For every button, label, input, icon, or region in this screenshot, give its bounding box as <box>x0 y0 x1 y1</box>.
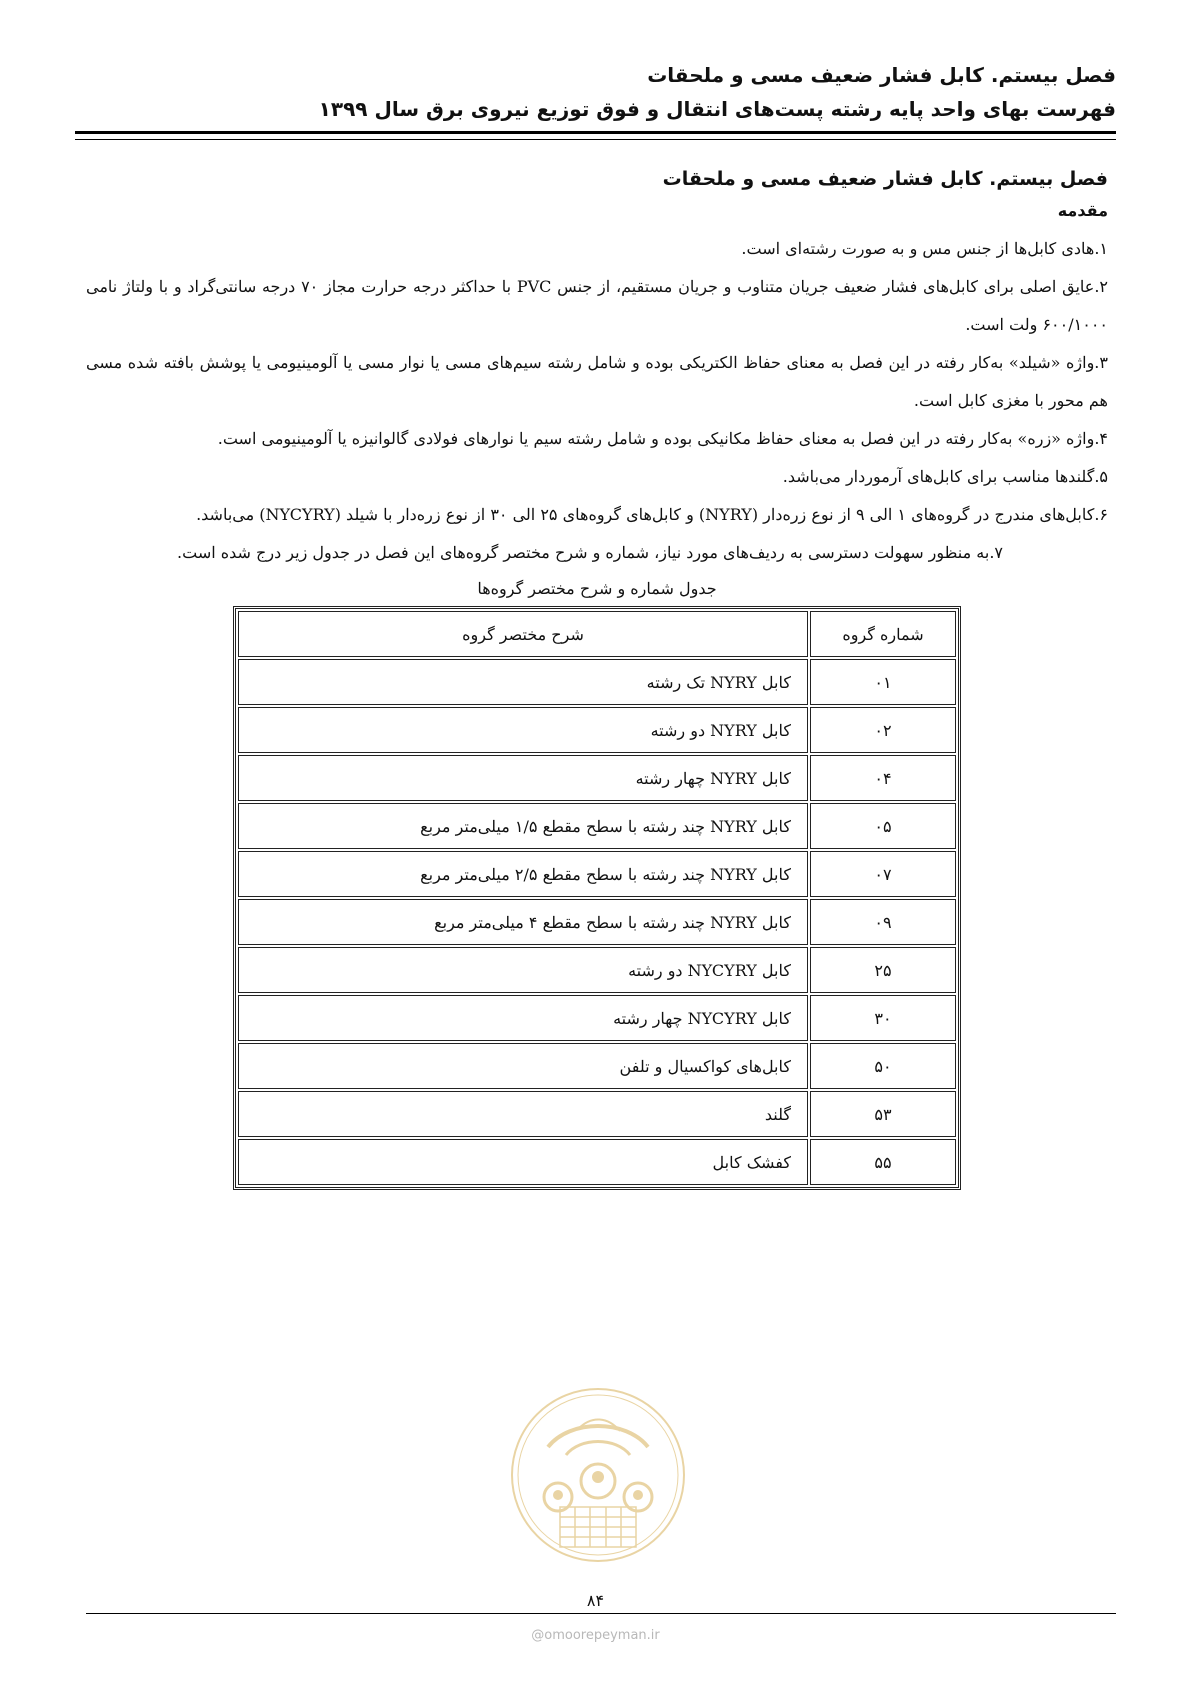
group-number-cell: ۰۱ <box>810 659 956 705</box>
table-row <box>238 995 956 1041</box>
table-caption: جدول شماره و شرح مختصر گروه‌ها <box>477 579 717 598</box>
watermark-seal-icon <box>508 1385 688 1565</box>
groups-table <box>233 606 961 1190</box>
paragraph-6: ۶.کابل‌های مندرج در گروه‌های ۱ الی ۹ از نوع زره‌دار (NYRY) و کابل‌های گروه‌های ۲۵ الی ۳۰ از نوع زره‌دار با شیلد (NYCYRY) می‌باشد. <box>196 505 1108 524</box>
group-description-cell: کابل NYCYRY دو رشته <box>238 947 808 993</box>
column-header-description: شرح مختصر گروه <box>238 611 808 657</box>
group-number-cell: ۵۰ <box>810 1043 956 1089</box>
table-header-row <box>238 611 956 657</box>
page-content <box>86 162 1108 1190</box>
paragraph-5: ۵.گلندها مناسب برای کابل‌های آرموردار می‌باشد. <box>782 467 1108 486</box>
table-row <box>238 659 956 705</box>
column-header-group-number: شماره گروه <box>810 611 956 657</box>
paragraph-7: ۷.به منظور سهولت دسترسی به ردیف‌های مورد نیاز، شماره و شرح مختصر گروه‌های این فصل در جدول زیر درج شده است. <box>177 543 1003 562</box>
table-row <box>238 899 956 945</box>
group-description-cell: گلند <box>238 1091 808 1137</box>
group-number-cell: ۰۵ <box>810 803 956 849</box>
header-double-rule <box>75 131 1116 140</box>
group-description-cell: کابل‌های کواکسیال و تلفن <box>238 1043 808 1089</box>
intro-heading: مقدمه <box>1057 201 1108 220</box>
table-row <box>238 755 956 801</box>
table-row <box>238 1043 956 1089</box>
group-description-cell: کابل NYRY چند رشته با سطح مقطع ۲/۵ میلی‌متر مربع <box>238 851 808 897</box>
group-description-cell: کابل NYCYRY چهار رشته <box>238 995 808 1041</box>
table-row <box>238 707 956 753</box>
page-number-text: ۸۴ <box>581 1591 610 1610</box>
table-row <box>238 1091 956 1137</box>
page-header <box>75 58 1116 126</box>
group-number-cell: ۲۵ <box>810 947 956 993</box>
group-number-cell: ۳۰ <box>810 995 956 1041</box>
group-description-cell: کابل NYRY چند رشته با سطح مقطع ۱/۵ میلی‌متر مربع <box>238 803 808 849</box>
paragraph-2: ۲.عایق اصلی برای کابل‌های فشار ضعیف جریان متناوب و جریان مستقیم، از جنس PVC با حداکثر درجه حرارت مجاز ۷۰ درجه سانتی‌گراد و با ولتاژ نامی ۶۰۰/۱۰۰۰ ولت است. <box>86 277 1109 334</box>
table-row <box>238 851 956 897</box>
page-number <box>0 1590 1191 1612</box>
header-document-title: فهرست بهای واحد پایه رشته پست‌های انتقال و فوق توزیع نیروی برق سال ۱۳۹۹ <box>318 97 1116 121</box>
group-description-cell: کابل NYRY چهار رشته <box>238 755 808 801</box>
group-number-cell: ۵۳ <box>810 1091 956 1137</box>
table-row <box>238 947 956 993</box>
footer-rule <box>86 1613 1116 1614</box>
group-description-cell: کابل NYRY دو رشته <box>238 707 808 753</box>
group-description-cell: کفشک کابل <box>238 1139 808 1185</box>
section-title: فصل بیستم. کابل فشار ضعیف مسی و ملحقات <box>662 168 1108 190</box>
group-number-cell: ۵۵ <box>810 1139 956 1185</box>
paragraph-4: ۴.واژه «زره» به‌کار رفته در این فصل به معنای حفاظ مکانیکی بوده و شامل رشته سیم یا نوارهای فولادی گالوانیزه یا آلومینیومی است. <box>217 429 1108 448</box>
table-row <box>238 1139 956 1185</box>
group-number-cell: ۰۴ <box>810 755 956 801</box>
table-row <box>238 803 956 849</box>
group-number-cell: ۰۲ <box>810 707 956 753</box>
paragraph-1: ۱.هادی کابل‌ها از جنس مس و به صورت رشته‌ای است. <box>741 239 1108 258</box>
header-chapter-title: فصل بیستم. کابل فشار ضعیف مسی و ملحقات <box>647 63 1116 87</box>
group-description-cell: کابل NYRY تک رشته <box>238 659 808 705</box>
site-credit: @omoorepeyman.ir <box>531 1628 660 1643</box>
group-number-cell: ۰۷ <box>810 851 956 897</box>
group-number-cell: ۰۹ <box>810 899 956 945</box>
group-description-cell: کابل NYRY چند رشته با سطح مقطع ۴ میلی‌متر مربع <box>238 899 808 945</box>
paragraph-3: ۳.واژه «شیلد» به‌کار رفته در این فصل به معنای حفاظ الکتریکی بوده و شامل رشته سیم‌های مسی یا نوار مسی یا آلومینیومی یا پوشش بافته شده مسی هم محور با مغزی کابل است. <box>86 353 1108 410</box>
